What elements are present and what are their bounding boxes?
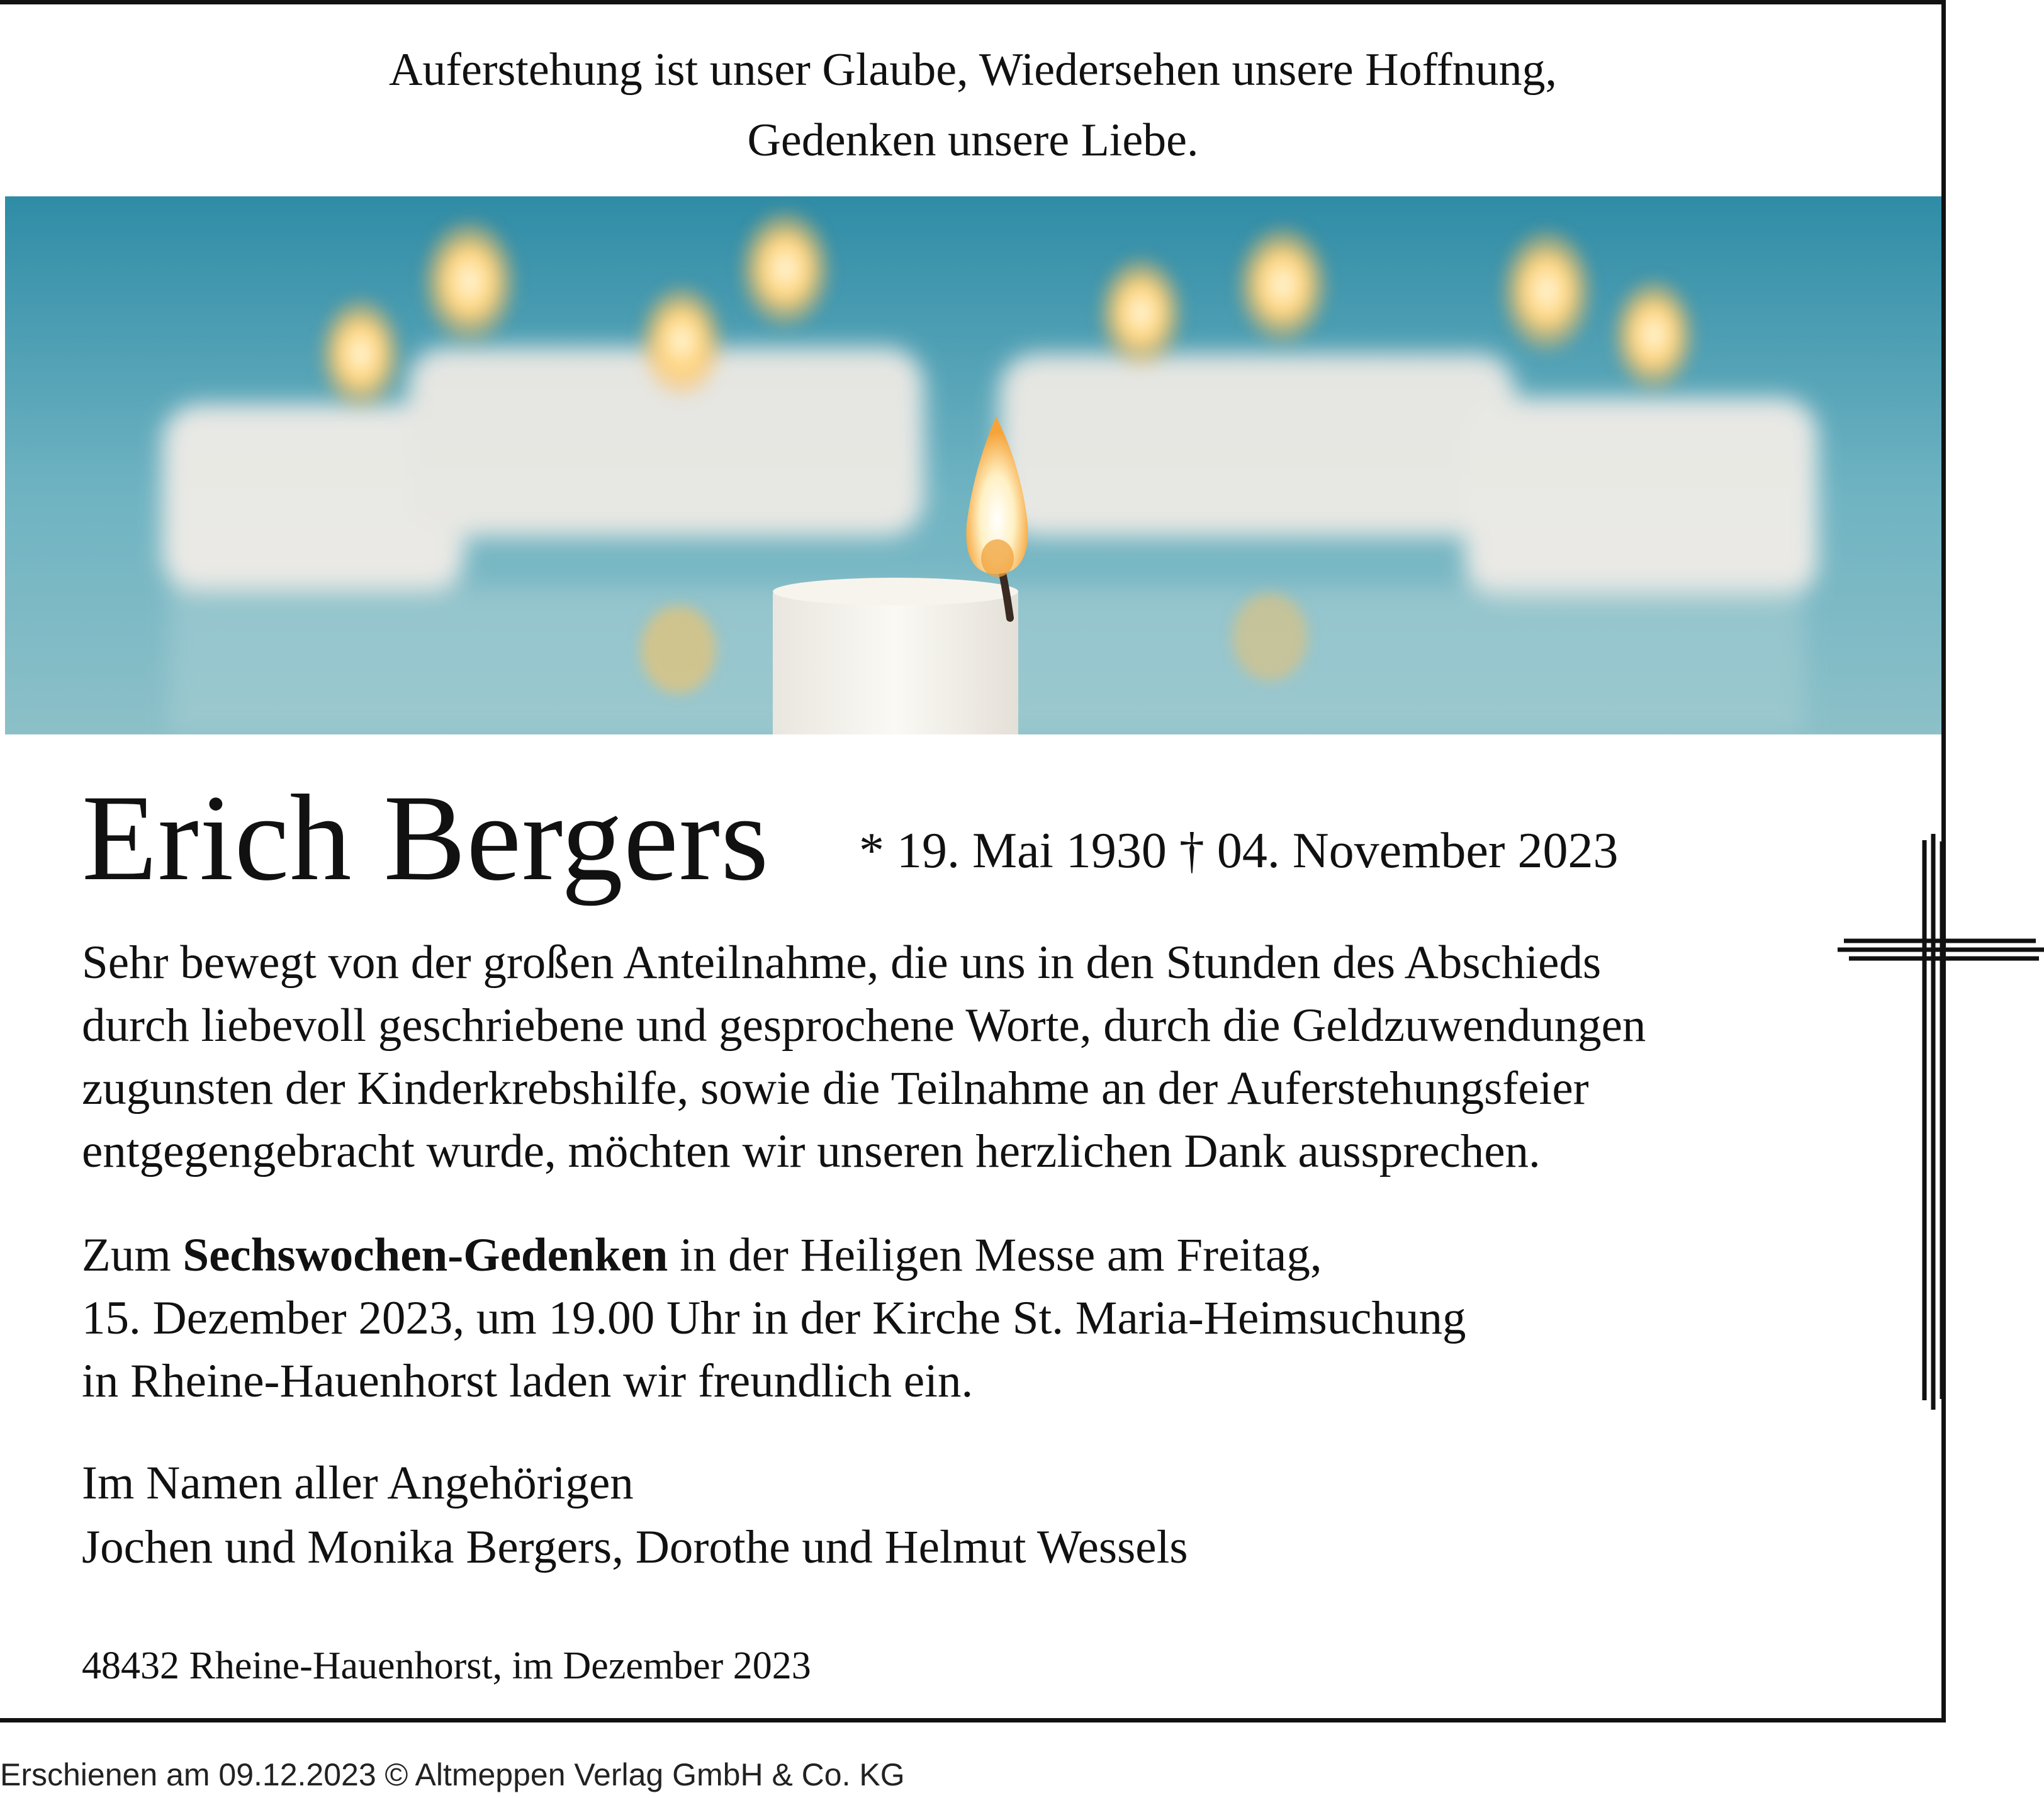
border-segment <box>1941 733 1946 796</box>
signoff: Im Namen aller Angehörigen <box>82 1457 634 1509</box>
invitation-paragraph <box>82 1224 1466 1413</box>
motto-line-1: Auferstehung ist unser Glaube, Wiedersehen unsere Hoffnung, <box>388 44 1558 96</box>
life-dates: * 19. Mai 1930 † 04. November 2023 <box>859 823 1619 879</box>
place-date: 48432 Rheine-Hauenhorst, im Dezember 2023 <box>82 1644 811 1687</box>
invitation-prefix: Zum <box>82 1229 183 1281</box>
invitation-line-3: in Rheine-Hauenhorst laden wir freundlich ein. <box>82 1355 974 1407</box>
border-segment <box>1941 1435 1946 1504</box>
candle-photo <box>5 196 1941 734</box>
motto <box>0 35 1946 176</box>
thanks-paragraph <box>82 931 1646 1183</box>
invitation-line-1 <box>82 1224 1466 1287</box>
thanks-line: durch liebevoll geschriebene und gesprochene Worte, durch die Geldzuwendungen <box>82 999 1646 1052</box>
event-name: Sechswochen-Gedenken <box>182 1229 668 1281</box>
motto-line-2: Gedenken unsere Liebe. <box>747 115 1199 166</box>
thanks-line: Sehr bewegt von der großen Anteilnahme, die uns in den Stunden des Abschieds <box>82 936 1602 989</box>
signers: Jochen und Monika Bergers, Dorothe und Helmut Wessels <box>82 1521 1188 1573</box>
publication-footer: Erschienen am 09.12.2023 © Altmeppen Verlag GmbH & Co. KG <box>0 1757 905 1792</box>
invitation-rest: in der Heiligen Messe am Freitag, <box>668 1229 1322 1281</box>
thanks-line: zugunsten der Kinderkrebshilfe, sowie die Teilnahme an der Auferstehungsfeier <box>82 1062 1589 1115</box>
thanks-line: entgegengebracht wurde, möchten wir unseren herzlichen Dank aussprechen. <box>82 1125 1541 1177</box>
deceased-name: Erich Bergers <box>82 770 770 906</box>
invitation-line-2: 15. Dezember 2023, um 19.00 Uhr in der Kirche St. Maria-Heimsuchung <box>82 1292 1466 1344</box>
cross-icon <box>1831 834 2044 1419</box>
